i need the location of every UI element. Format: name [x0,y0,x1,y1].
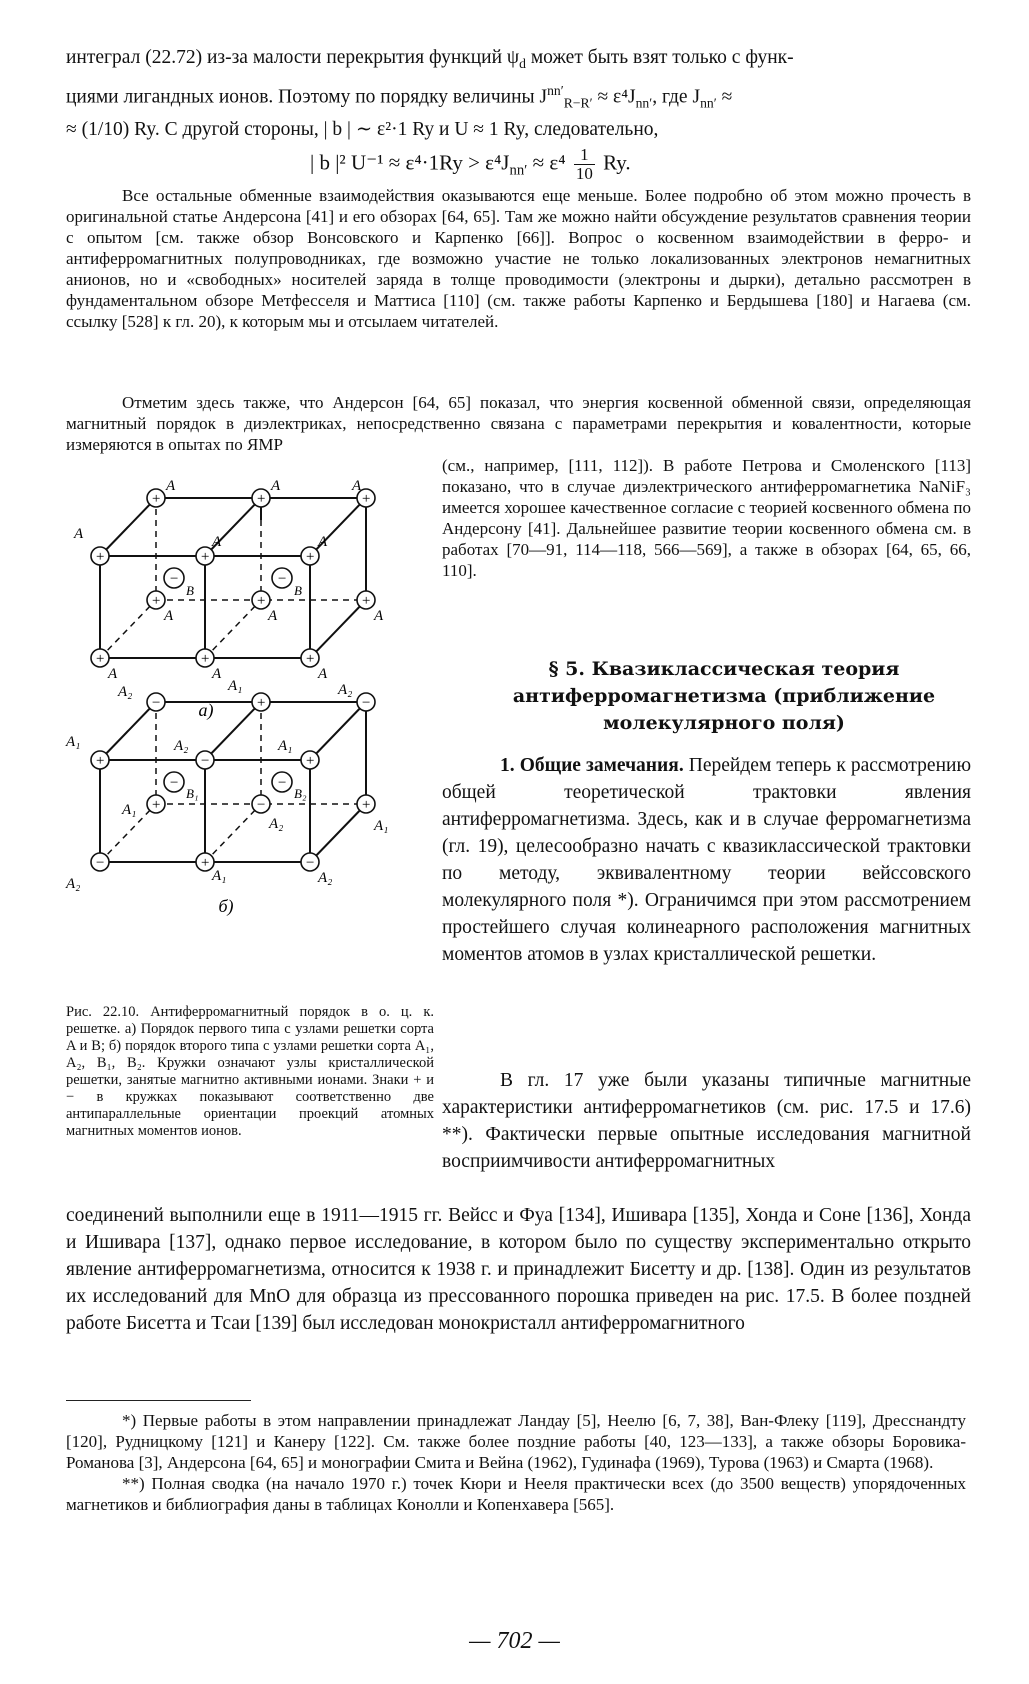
svg-text:−: − [276,571,288,587]
footnote-1: *) Первые работы в этом направлении принадлежат Ландау [5], Неелю [6, 7, 38], Ван-Флеку [119], Дресснандту [120], Рудницкому [121] и Канеру [122]. См. также более поздние работы [40, 123—133], а также обзоры Боровика-Романова [3], Андерсона [64, 65] и монографии Смита и Вейна (1962), Гудинафа (1969), Турова (1963) и Смарта (1968). [66,1411,966,1472]
figure-caption: Рис. 22.10. Антиферромагнитный порядок в о. ц. к. решетке. а) Порядок первого типа с узлами решетки сорта A и B; б) порядок второго типа с узлами решетки сорта A₁, A₂, B₁, B₂. Кружки означают узлы кристаллической решетки, занятые магнитно активными ионами. Знаки + и − в кружках показывают соответственно две антипараллельные ориентации проекций атомных магнитных моментов ионов. [66,1004,434,1139]
svg-text:A: A [318,534,328,550]
svg-text:+: + [150,797,162,813]
section-heading: § 5. Квазиклассическая теория антиферромагнетизма (приближение молекулярного поля) [512,658,936,734]
svg-text:−: − [168,571,180,587]
lattice-figure [56,450,436,990]
top-line-1: интеграл (22.72) из-за малости перекрытия функций $\psi_d$ может быть взят только с функ- [66,47,794,71]
svg-text:+: + [199,549,211,565]
right-paragraph-2: В гл. 17 уже были указаны типичные магнитные характеристики антиферромагнетиков (см. рис. 17.5 и 17.6) **). Фактически первые опытные исследования магнитной восприимчивости антиферромагнитных [442,1070,971,1172]
svg-text:B: B [186,583,194,598]
svg-text:−: − [168,775,180,791]
svg-text:+: + [94,651,106,667]
top-line-2: циями лигандных ионов. Поэтому по порядку величины $J^{nn'}_{R-R'} \approx \varepsilon^4J_{nn'}$, где $J_{nn'}$ ≈ [66,82,733,111]
svg-text:A: A [212,666,222,682]
svg-text:A₁: A₁ [122,802,137,818]
svg-text:A₁: A₁ [278,738,293,754]
svg-text:A₂: A₂ [318,870,333,886]
page-number: — 702 — [469,1628,560,1654]
svg-text:A: A [374,608,384,624]
svg-text:−: − [199,753,211,769]
footnote-2: **) Полная сводка (на начало 1970 г.) точек Кюри и Нееля практически всех (до 3500 веществ) упорядоченных магнетиков и библиография даны в таблицах Конолли и Копенхавера [565]. [66,1474,966,1514]
svg-text:A₂: A₂ [338,682,353,698]
svg-text:−: − [304,855,316,871]
footnote-rule [66,1400,251,1401]
right-paragraph-1: 1. Общие замечания. Перейдем теперь к рассмотрению общей теоретической трактовки явления антиферромагнетизма. Здесь, как и в случае ферромагнетизма (гл. 19), целесообразно начать с квазиклассической трактовки по методу, эквивалентному теории вейссовского молекулярного поля *). Ограничимся при этом рассмотрением простейшего случая колинеарного расположения магнитных моментов атомов в узлах кристаллической решетки. [442,755,972,965]
svg-text:+: + [255,593,267,609]
svg-text:+: + [150,593,162,609]
svg-text:A: A [318,666,328,682]
svg-text:A₁: A₁ [66,734,81,750]
svg-text:A₂: A₂ [269,816,284,832]
nodes-b [65,678,388,917]
svg-text:+: + [150,491,162,507]
svg-text:−: − [150,695,162,711]
svg-text:+: + [255,695,267,711]
svg-text:A: A [166,478,176,494]
formula: | b |² $U^{-1} \approx \varepsilon^4\cdot 1Ry > \varepsilon^4J_{nn'} \approx \varepsilon^4$ $\frac{1}{10}$ Ry. [310,145,631,183]
full-paragraph: соединений выполнили еще в 1911—1915 гг. Вейсс и Фуа [134], Ишивара [135], Хонда и Соне [136], Хонда и Ишивара [137], однако первое исследование, в котором было по существу экспериментально открыто явление антиферромагнетизма, относится к 1938 г. и принадлежит Бисетту и др. [138]. Один из результатов их исследований для MnO для образца из прессованного порошка приведен на рис. 17.5. В более поздней работе Бисетта и Тсаи [139] был исследован монокристалл антиферромагнитного [66,1205,971,1334]
svg-text:B₁: B₁ [186,786,199,801]
svg-text:B₂: B₂ [294,786,307,801]
small-paragraph-2: Отметим здесь также, что Андерсон [64, 65] показал, что энергия косвенной обменной связи, определяющая магнитный порядок в диэлектриках, непосредственно связана с параметрами перекрытия и ковалентности, которые измеряются в опытах по ЯМР [66,393,971,454]
svg-text:A: A [268,608,278,624]
svg-text:−: − [94,855,106,871]
svg-text:+: + [199,651,211,667]
top-line-3: ≈ (1/10) Ry. С другой стороны, | b | ∼ ε²·1 Ry и U ≈ 1 Ry, следовательно, [66,119,659,141]
svg-text:A: A [352,478,362,494]
svg-text:A₂: A₂ [118,684,133,700]
figure-a-label: а) [198,700,214,720]
footnotes [66,1410,966,1515]
svg-text:+: + [360,797,372,813]
subsection-title: 1. Общие замечания. [500,755,684,776]
svg-text:A: A [212,534,222,550]
figure-b-label: б) [218,896,234,916]
svg-text:+: + [94,753,106,769]
svg-text:A₂: A₂ [66,876,81,892]
svg-text:+: + [360,593,372,609]
svg-text:+: + [94,549,106,565]
svg-text:A: A [108,666,118,682]
svg-text:+: + [255,491,267,507]
svg-text:A: A [74,526,84,542]
svg-text:A₁: A₁ [228,678,243,694]
top-paragraph [66,44,971,143]
small-paragraph-1: Все остальные обменные взаимодействия оказываются еще меньше. Более подробно об этом можно прочесть в оригинальной статье Андерсона [41] и его обзорах [64, 65]. Там же можно найти обсуждение результатов сравнения теории с опытом [см. также обзор Вонсовского и Карпенко [66]]. Вопрос о косвенном взаимодействии в ферро- и антиферромагнитных полупроводниках, где возможно участие не только локализованных электронов немагнитных анионов, но и «свободных» носителей заряда в толще проводимости (электроны и дырки), детально рассмотрен в фундаментальном обзоре Метфесселя и Маттиса [110] (см. также работы Карпенко и Бердышева [180] и Нагаева (см. ссылку [528] к гл. 20), к которым мы и отсылаем читателей. [66,186,971,331]
svg-text:B: B [294,583,302,598]
svg-text:+: + [304,753,316,769]
svg-text:+: + [304,651,316,667]
svg-text:A: A [164,608,174,624]
svg-text:A₂: A₂ [174,738,189,754]
svg-text:−: − [276,775,288,791]
svg-text:A: A [271,478,281,494]
svg-text:+: + [199,855,211,871]
svg-text:+: + [360,491,372,507]
svg-text:+: + [304,549,316,565]
small-paragraph-2-right: (см., например, [111, 112]). В работе Петрова и Смоленского [113] показано, что в случае диэлектрического антиферромагнетика NaNiF₃ имеется хорошее качественное согласие с теорией косвенного обмена по Андерсону [41]. Дальнейшее развитие теории косвенного обмена см. в работах [70—91, 114—118, 566—569], а также в обзорах [64, 65, 66, 110]. [442,456,971,580]
svg-text:−: − [360,695,372,711]
svg-text:A₁: A₁ [212,868,227,884]
svg-text:−: − [255,797,267,813]
svg-text:A₁: A₁ [374,818,389,834]
formula-fraction: $\frac{1}{10}$ [575,145,593,183]
